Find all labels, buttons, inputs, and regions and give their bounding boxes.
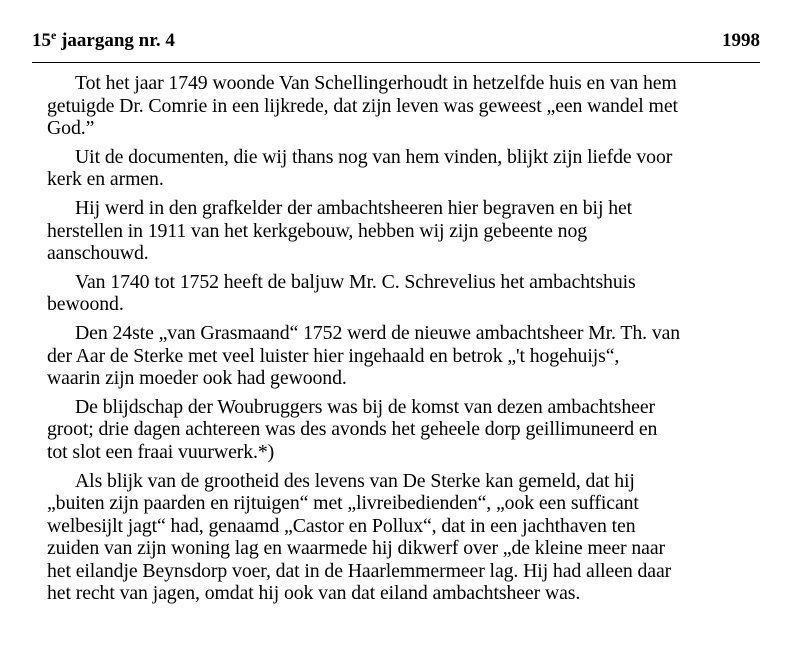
volume-number: 15 — [32, 30, 51, 51]
paragraph-2 — [47, 146, 778, 191]
text-line: kerk en armen. — [47, 168, 164, 191]
text-line: Van 1740 tot 1752 heeft de baljuw Mr. C. Schrevelius het ambachtshuis — [75, 270, 636, 293]
text-line: Den 24ste „van Grasmaand“ 1752 werd de nieuwe ambachtsheer Mr. Th. van — [75, 321, 681, 344]
text-line: der Aar de Sterke met veel luister hier ingehaald en betrok „'t hogehuijs“, — [47, 344, 620, 367]
volume-rest: jaargang nr. 4 — [56, 30, 175, 51]
volume-label — [32, 30, 175, 52]
text-line: het recht van jagen, omdat hij ook van dat eiland ambachtsheer was. — [47, 582, 581, 605]
page-header — [32, 30, 760, 56]
text-line: „buiten zijn paarden en rijtuigen“ met „livreibedienden“, „ook een sufficant — [47, 492, 639, 515]
paragraph-3 — [47, 197, 778, 265]
paragraph-7 — [47, 470, 778, 606]
paragraph-4 — [47, 271, 778, 316]
text-line: bewoond. — [47, 293, 124, 316]
text-line: Als blijk van de grootheid des levens van De Sterke kan gemeld, dat hij — [75, 469, 635, 492]
paragraph-1 — [47, 72, 778, 140]
header-divider — [32, 62, 760, 63]
text-line: herstellen in 1911 van het kerkgebouw, hebben wij zijn gebeente nog — [47, 219, 588, 242]
text-line: tot slot een fraai vuurwerk.*) — [47, 440, 275, 463]
text-line: groot; drie dagen achtereen was des avonds het geheele dorp geillimuneerd en — [47, 418, 658, 441]
text-line: het eilandje Beynsdorp voer, dat in de Haarlemmermeer lag. Hij had alleen daar — [47, 559, 672, 582]
text-line: aanschouwd. — [47, 242, 149, 265]
paragraph-5 — [47, 322, 778, 390]
text-line: zuiden van zijn woning lag en waarmede hij dikwerf over „de kleine meer naar — [47, 537, 665, 560]
text-line: Hij werd in den grafkelder der ambachtsheeren hier begraven en bij het — [75, 196, 633, 219]
text-line: God.” — [47, 117, 95, 140]
text-line: getuigde Dr. Comrie in een lijkrede, dat zijn leven was geweest „een wandel met — [47, 94, 678, 117]
text-line: De blijdschap der Woubruggers was bij de komst van dezen ambachtsheer — [75, 395, 656, 418]
text-line: Tot het jaar 1749 woonde Van Schellingerhoudt in hetzelfde huis en van hem — [75, 72, 677, 94]
paragraph-6 — [47, 396, 778, 464]
article-body — [47, 72, 778, 611]
text-line: waarin zijn moeder ook had gewoond. — [47, 367, 347, 390]
volume-superscript: e — [51, 28, 57, 42]
text-line: Uit de documenten, die wij thans nog van hem vinden, blijkt zijn liefde voor — [75, 145, 673, 168]
year-label: 1998 — [722, 30, 760, 51]
text-line: welbesijlt jagt“ had, genaamd „Castor en Pollux“, dat in een jachthaven ten — [47, 514, 636, 537]
